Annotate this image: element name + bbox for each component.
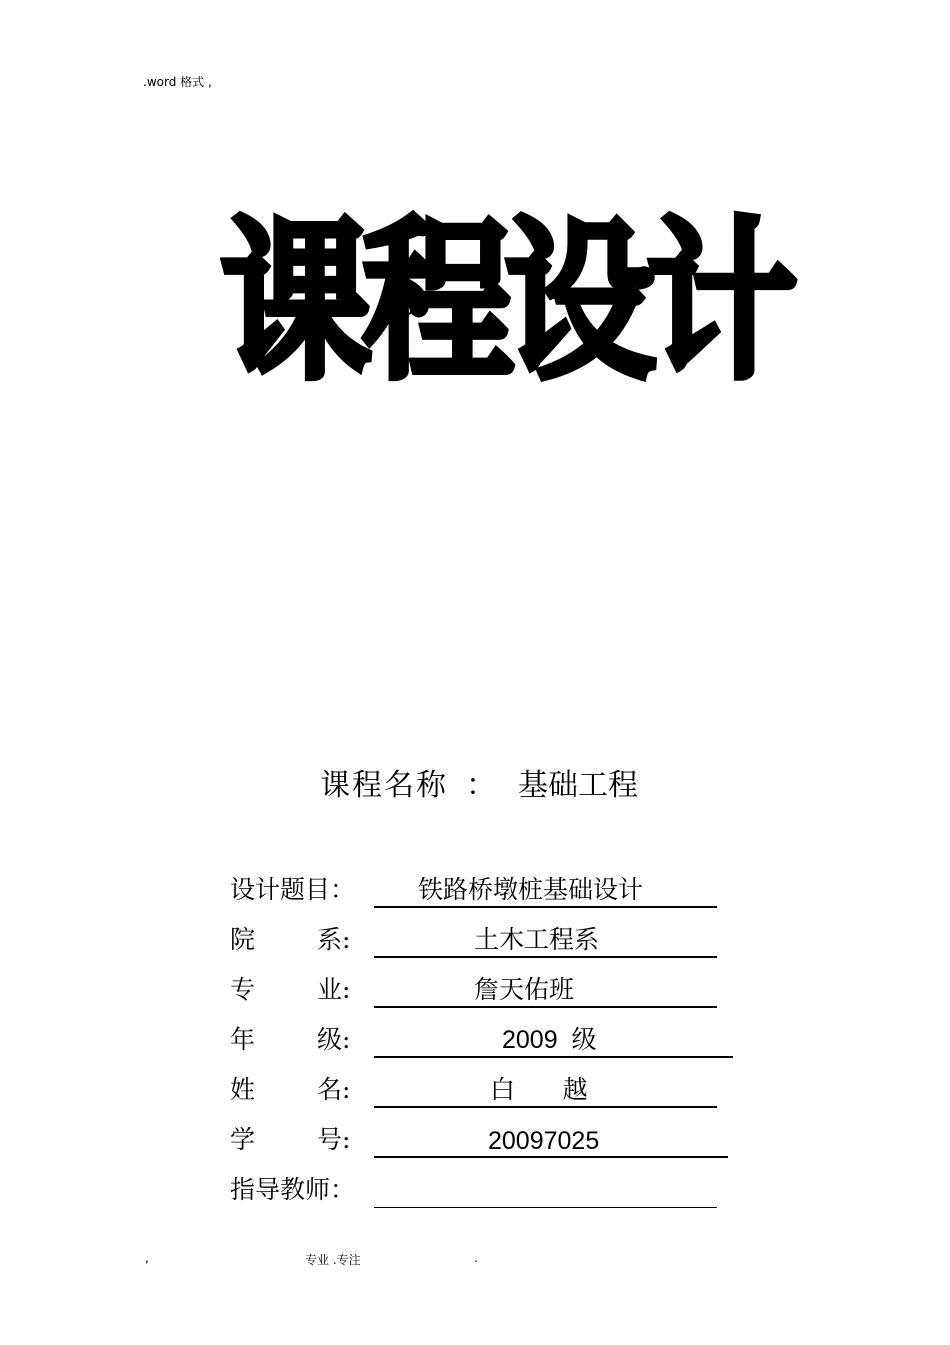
info-row-name [230, 1068, 750, 1108]
department-value: 土木工程系 [474, 925, 600, 954]
student-id-underline [374, 1156, 728, 1158]
info-row-student-id [230, 1118, 750, 1158]
name-value: 白 越 [490, 1075, 588, 1104]
info-row-design-topic [230, 868, 750, 908]
grade-label-b: 级: [317, 1025, 351, 1054]
info-row-grade [230, 1018, 750, 1058]
student-id-label-a: 学 [230, 1125, 256, 1154]
name-label-b: 名: [317, 1075, 351, 1104]
department-underline [374, 956, 717, 958]
design-topic-underline [374, 906, 717, 908]
grade-label-a: 年 [230, 1025, 256, 1054]
footer-right: . [474, 1251, 478, 1265]
student-id-value: 20097025 [488, 1127, 600, 1155]
design-topic-label: 设计题目： [230, 875, 356, 904]
major-label-b: 业: [317, 975, 351, 1004]
grade-underline [374, 1056, 733, 1058]
department-label-b: 系: [317, 925, 351, 954]
department-label-a: 院 [230, 925, 256, 954]
design-topic-value: 铁路桥墩桩基础设计 [418, 875, 644, 904]
course-name-label: 课程名称 [320, 768, 448, 803]
course-name-value: 基础工程 [518, 768, 638, 803]
course-name-colon: ： [466, 768, 496, 803]
course-name-line [320, 760, 638, 804]
student-id-label-b: 号: [317, 1125, 351, 1154]
footer-left: , [145, 1251, 149, 1265]
major-underline [374, 1006, 717, 1008]
name-underline [374, 1106, 717, 1108]
major-label-a: 专 [230, 975, 256, 1004]
name-label-a: 姓 [230, 1075, 256, 1104]
info-row-major [230, 968, 750, 1008]
info-row-department [230, 918, 750, 958]
advisor-underline [374, 1207, 717, 1208]
page-header: .word 格式 , [143, 75, 212, 89]
major-value: 詹天佑班 [474, 975, 575, 1004]
advisor-label: 指导教师： [230, 1175, 356, 1204]
info-row-advisor [230, 1168, 750, 1208]
main-title: 课程设计 [221, 202, 790, 403]
grade-value: 2009 级 [502, 1026, 597, 1054]
footer-center: 专业 .专注 [305, 1253, 361, 1267]
